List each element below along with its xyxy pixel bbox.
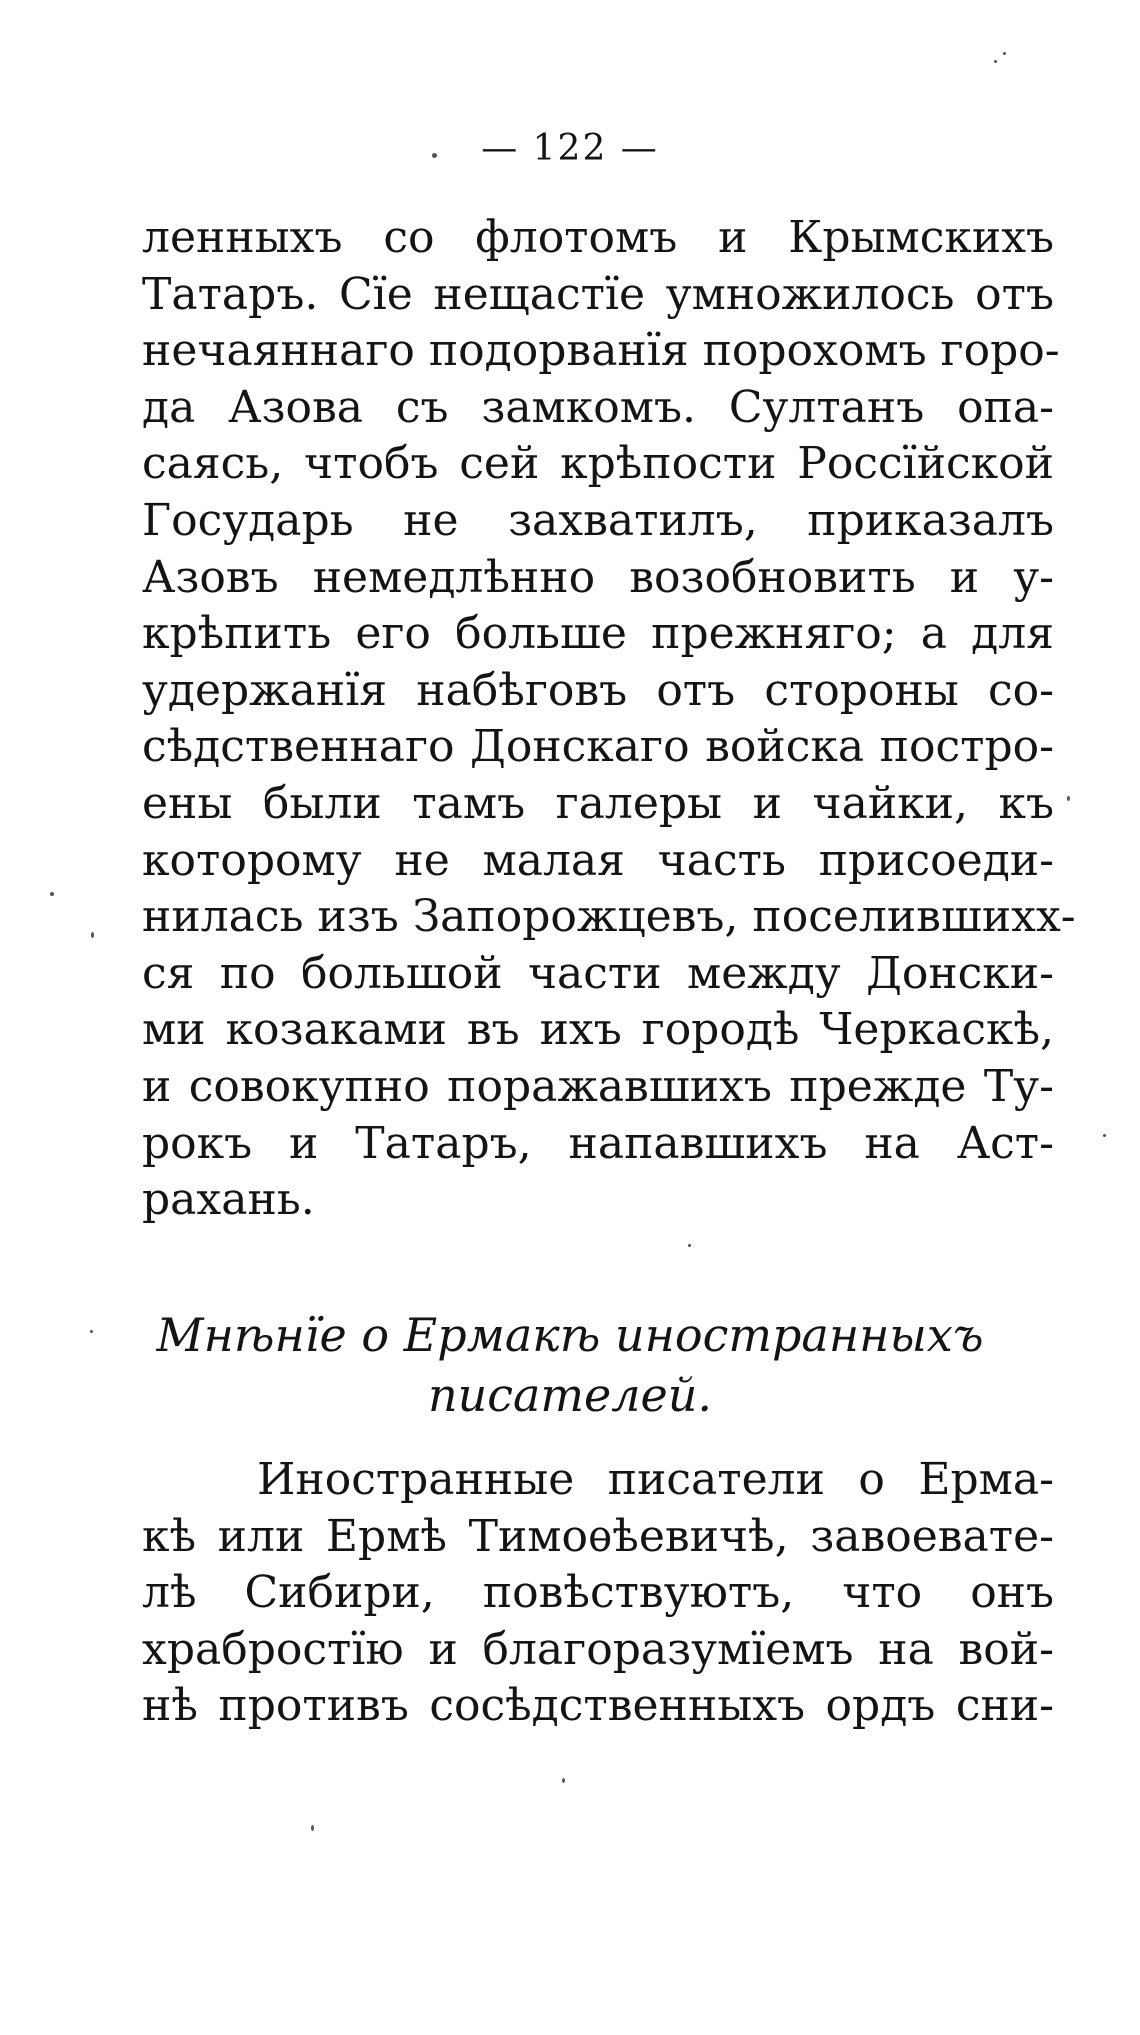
text-line: которому не малая часть присоеди- — [142, 834, 1054, 886]
text-line: Государь не захватилъ, приказалъ — [142, 494, 1054, 546]
speck — [1067, 796, 1070, 801]
text-line: нечаяннаго подорванїя порохомъ горо- — [142, 325, 1060, 377]
text-line: да Азова съ замкомъ. Султанъ опа- — [142, 381, 1054, 433]
text-line: крѣпить его больше прежняго; а для — [142, 608, 1054, 660]
speck — [688, 1244, 691, 1247]
section-heading-line: Мнѣнїе о Ермакѣ иностранныхъ — [156, 1308, 984, 1362]
speck — [432, 153, 437, 158]
text-line: рахань. — [142, 1174, 315, 1226]
text-line: ми козаками въ ихъ городѣ Черкаскѣ, — [142, 1004, 1054, 1056]
text-line: ленныхъ со флотомъ и Крымскихъ — [142, 212, 1054, 263]
text-line: ены были тамъ галеры и чайки, къ — [142, 777, 1054, 829]
section-heading — [0, 1305, 1140, 1425]
paragraph-2 — [142, 1452, 1054, 1735]
text-line: нѣ противъ сосѣдственныхъ ордъ сни- — [142, 1680, 1054, 1732]
text-line: удержанїя набѣговъ отъ стороны со- — [142, 664, 1054, 716]
page-number: — 122 — — [481, 128, 659, 169]
speck — [994, 60, 997, 63]
text-line: кѣ или Ермѣ Тимоѳѣевичѣ, завоевате- — [142, 1510, 1054, 1562]
text-line: Азовъ немедлѣнно возобновить и у- — [142, 551, 1054, 603]
speck — [91, 932, 94, 938]
text-line: ся по большой части между Донски- — [142, 947, 1054, 999]
text-line: храбростїю и благоразумїемъ на вой- — [142, 1623, 1054, 1675]
text-line: Иностранные писатели о Ерма- — [257, 1454, 1054, 1505]
text-line: рокъ и Татаръ, напавшихъ на Аст- — [142, 1117, 1054, 1169]
text-line: и совокупно поражавшихъ прежде Ту- — [142, 1060, 1054, 1112]
section-heading-line: писателей. — [427, 1368, 713, 1422]
speck — [1003, 52, 1006, 55]
text-line: лѣ Сибири, повѣствуютъ, что онъ — [142, 1567, 1054, 1619]
speck — [1103, 1134, 1106, 1137]
speck — [90, 1330, 93, 1333]
speck — [50, 892, 54, 896]
speck — [311, 1825, 314, 1831]
text-line: сѣдственнаго Донскаго войска постро- — [142, 721, 1054, 773]
paragraph-1 — [142, 210, 1076, 1229]
speck — [562, 1778, 565, 1783]
text-line: нилась изъ Запорожцевъ, поселившихх- — [142, 891, 1076, 943]
text-line: Татаръ. Сїе нещастїе умножилось отъ — [142, 268, 1054, 320]
text-line: саясь, чтобъ сей крѣпости Россїйской — [142, 438, 1054, 490]
